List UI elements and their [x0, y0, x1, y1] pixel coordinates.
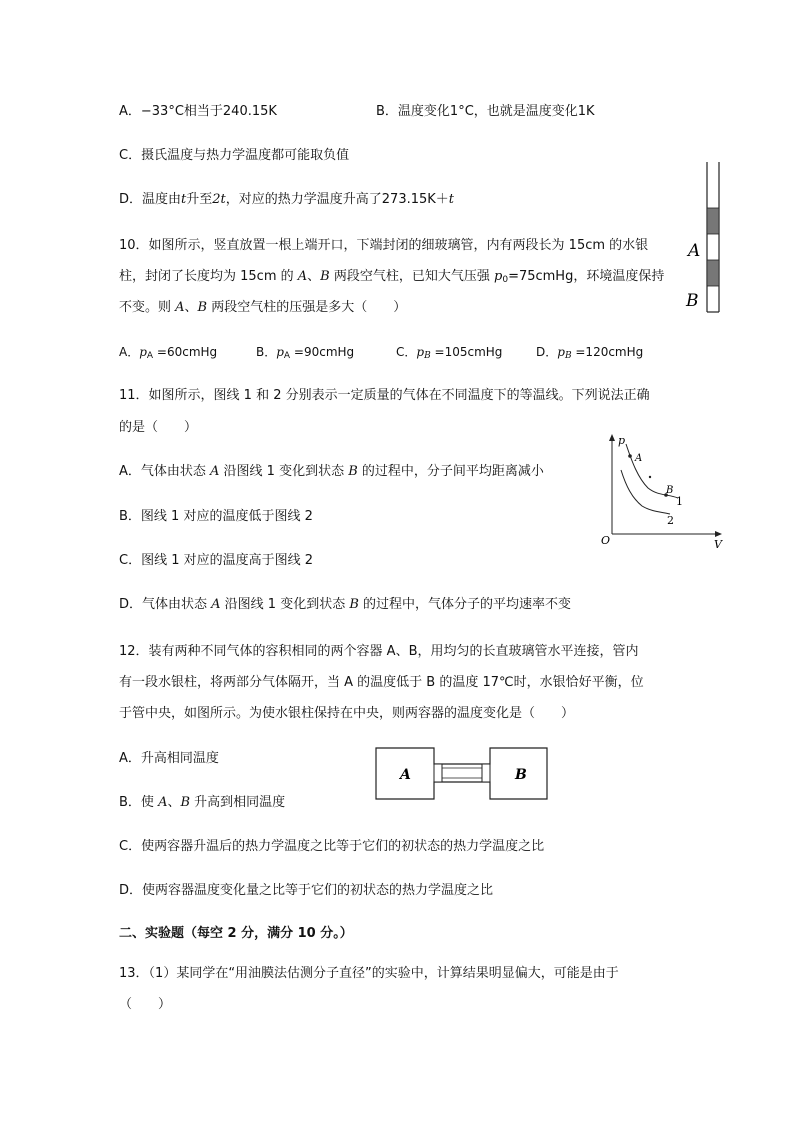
q11-option-b: B．图线 1 对应的温度低于图线 2	[119, 509, 313, 524]
q10-l2-p0sub: 0	[502, 275, 509, 285]
q10-c-p: p	[416, 345, 425, 359]
q10-c-sub: B	[424, 351, 431, 361]
section-heading-experiments: 二、实验题（每空 2 分，满分 10 分。）	[119, 926, 353, 941]
p-axis-arrow	[609, 434, 615, 441]
q11-stem-line2: 的是（ ）	[119, 420, 198, 435]
mercury-column-top	[707, 208, 719, 234]
q9-d-post: ，对应的热力学温度升高了	[225, 192, 382, 207]
q10-option-a	[119, 342, 217, 366]
q12-stem-line3: 于管中央，如图所示。为使水银柱保持在中央，则两容器的温度变化是（ ）	[119, 706, 575, 721]
q10-l2a: 柱，封闭了长度均为 15cm 的	[119, 269, 298, 284]
q11-pv-graph	[596, 432, 736, 552]
q9-d-t1: t	[181, 192, 187, 207]
q11-d-mid: 沿图线 1 变化到状态	[220, 597, 350, 612]
q11-option-d	[119, 595, 571, 615]
q11-stem-line1: 11．如图所示，图线 1 和 2 分别表示一定质量的气体在不同温度下的等温线。下列说法正确	[119, 388, 650, 403]
q10-l2-sep: 、	[307, 269, 321, 284]
q12-b-sep: 、	[167, 795, 181, 810]
q12-option-b	[119, 793, 285, 813]
q9-d-t2: 2t	[212, 192, 226, 207]
q10-b-pre: B．	[256, 345, 277, 359]
curve-2-label: 2	[667, 514, 674, 527]
q9-d-t3: t	[448, 192, 455, 207]
q10-l3-A: A	[175, 300, 185, 315]
q10-tube-figure	[680, 160, 730, 320]
q10-option-c	[396, 342, 502, 366]
q10-a-val: =60cmHg	[153, 345, 218, 359]
q11-option-a	[119, 462, 544, 482]
q11-a-B: B	[348, 464, 358, 479]
q10-stem-line2	[119, 267, 664, 290]
q12-containers-figure	[372, 744, 552, 804]
q10-l3-B: B	[197, 300, 208, 315]
q10-a-pre: A．	[119, 345, 140, 359]
q11-a-mid: 沿图线 1 变化到状态	[219, 464, 349, 479]
q10-stem-line3	[119, 298, 406, 318]
p-axis-label: p	[618, 434, 626, 447]
q9-option-d	[119, 190, 454, 210]
q10-d-val: =120cmHg	[571, 345, 644, 359]
q11-d-post: 的过程中，气体分子的平均速率不变	[358, 597, 572, 612]
mercury-plug-left	[434, 764, 442, 782]
q10-l2c: =75cmHg，环境温度保持	[508, 269, 665, 284]
q10-d-p: p	[557, 345, 565, 359]
q12-b-pre: B．使	[119, 795, 159, 810]
q10-d-sub: B	[564, 351, 572, 361]
q9-d-pre: D．温度由	[119, 192, 182, 207]
q10-a-sub: A	[146, 351, 154, 361]
q10-l3b: 两段空气柱的压强是多大（ ）	[207, 300, 407, 315]
tube-label-b: B	[686, 291, 699, 311]
q11-d-B: B	[349, 597, 359, 612]
q11-a-post: 的过程中，分子间平均距离减小	[357, 464, 544, 479]
q10-c-pre: C．	[396, 345, 417, 359]
tube-label-a: A	[688, 241, 701, 261]
q11-a-A: A	[210, 464, 220, 479]
q9-option-a: A．−33°C相当于240.15K	[119, 104, 277, 119]
isotherm-2	[621, 470, 670, 514]
v-axis-arrow	[715, 531, 722, 537]
q10-b-sub: A	[283, 351, 291, 361]
q10-b-val: =90cmHg	[290, 345, 355, 359]
point-b-label: B	[666, 485, 674, 496]
q13-stem-line2: （ ）	[119, 997, 172, 1012]
q12-option-a: A．升高相同温度	[119, 751, 219, 766]
q10-d-pre: D．	[536, 345, 558, 359]
state-a-point	[628, 454, 632, 458]
q12-b-post: 升高到相同温度	[190, 795, 286, 810]
q12-stem-line2: 有一段水银柱，将两部分气体隔开，当 A 的温度低于 B 的温度 17℃时，水银恰好平衡，位	[119, 675, 644, 690]
q10-l2-B: B	[320, 269, 330, 284]
q12-stem-line1: 12．装有两种不同气体的容积相同的两个容器 A、B，用均匀的长直玻璃管水平连接，管内	[119, 644, 639, 659]
v-axis-label: V	[714, 538, 722, 551]
q10-option-b	[256, 342, 354, 366]
container-b-label: B	[515, 767, 527, 783]
q11-a-pre: A．气体由状态	[119, 464, 211, 479]
q13-stem-line1: 13．（1）某同学在“用油膜法估测分子直径”的实验中，计算结果明显偏大，可能是由于	[119, 966, 619, 981]
q12-b-A: A	[158, 795, 168, 810]
q10-l3-sep: 、	[184, 300, 198, 315]
q9-d-val: 273.15K＋	[381, 192, 449, 207]
q12-option-c: C．使两容器升温后的热力学温度之比等于它们的初状态的热力学温度之比	[119, 839, 545, 854]
q10-l3a: 不变。则	[119, 300, 176, 315]
container-a-label: A	[400, 767, 411, 783]
q9-option-b: B．温度变化1°C，也就是温度变化1K	[376, 104, 595, 119]
midpoint-dot	[649, 476, 651, 478]
origin-label: O	[601, 534, 611, 547]
q10-b-p: p	[276, 345, 284, 359]
mercury-column-bottom	[707, 260, 719, 286]
q10-l2b: 两段空气柱，已知大气压强	[329, 269, 494, 284]
q10-l2-A: A	[297, 269, 308, 284]
q10-stem-line1: 10．如图所示，竖直放置一根上端开口，下端封闭的细玻璃管，内有两段长为 15cm 的水银	[119, 238, 649, 253]
q10-c-val: =105cmHg	[430, 345, 503, 359]
q12-option-d: D．使两容器温度变化量之比等于它们的初状态的热力学温度之比	[119, 883, 494, 898]
q10-option-d	[536, 342, 643, 366]
q10-l2-p: p	[494, 269, 503, 284]
q11-option-c: C．图线 1 对应的温度高于图线 2	[119, 553, 314, 568]
q11-d-A: A	[211, 597, 221, 612]
point-a-label: A	[635, 453, 643, 464]
q10-a-p: p	[139, 345, 147, 359]
q12-b-B: B	[180, 795, 191, 810]
q11-d-pre: D．气体由状态	[119, 597, 212, 612]
q9-d-mid1: 升至	[186, 192, 213, 207]
q9-option-c: C．摄氏温度与热力学温度都可能取负值	[119, 148, 350, 163]
mercury-plug-right	[482, 764, 490, 782]
curve-1-label: 1	[676, 495, 683, 508]
